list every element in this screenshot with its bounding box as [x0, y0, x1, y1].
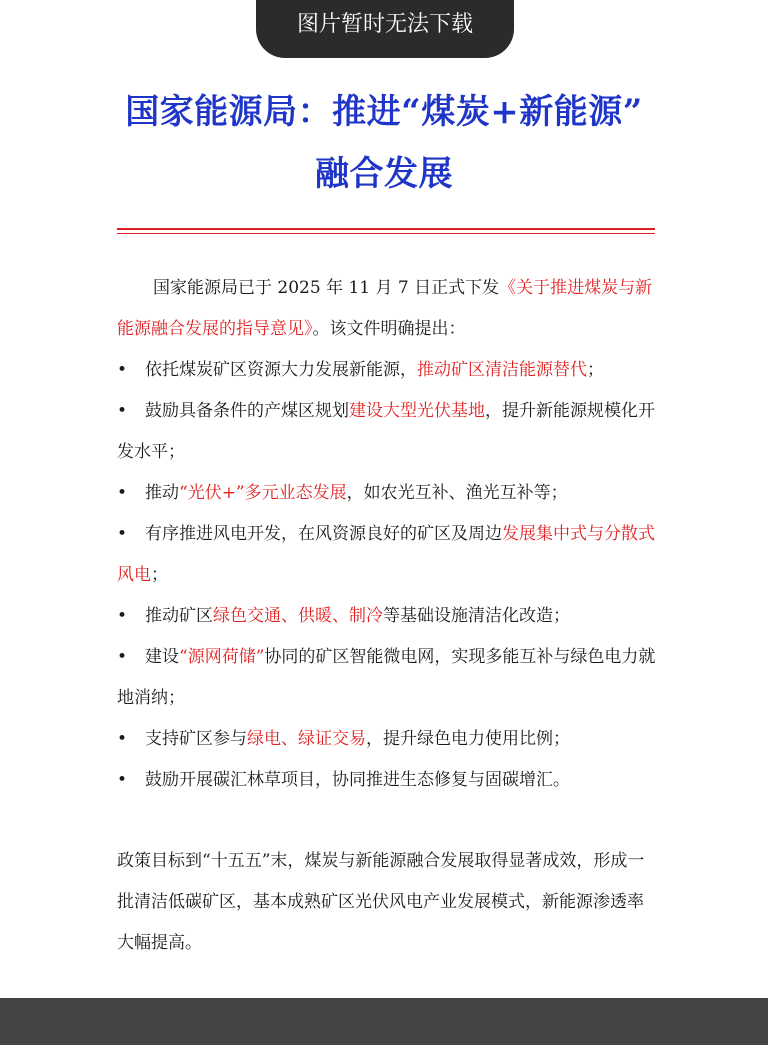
bullet-highlight: 发展集中式与分散式风电	[117, 524, 655, 585]
bullet-item	[117, 514, 657, 596]
bullet-text: 鼓励开展碳汇林草项目，协同推进生态修复与固碳增汇。	[145, 770, 570, 790]
bullet-text: 依托煤炭矿区资源大力发展新能源，	[145, 360, 417, 380]
title-divider-thick	[117, 228, 655, 230]
article-title-line-1: 国家能源局：推进“煤炭+新能源”	[125, 92, 643, 132]
bullet-highlight: “源网荷储”	[179, 647, 265, 667]
closing-paragraph: 政策目标到“十五五”末，煤炭与新能源融合发展取得显著成效，形成一批清洁低碳矿区，基本成熟矿区光伏风电产业发展模式，新能源渗透率大幅提高。	[117, 851, 645, 953]
title-divider-thin	[117, 233, 655, 234]
bullet-item	[117, 391, 657, 473]
bullet-highlight: 绿色交通、供暖、制冷	[213, 606, 383, 626]
bullet-highlight: 建设大型光伏基地	[349, 401, 485, 421]
bullet-text: 鼓励具备条件的产煤区规划	[145, 401, 349, 421]
bullet-text: ，提升新能源规模化开发水平；	[117, 401, 655, 462]
bullet-highlight: 推动矿区清洁能源替代	[417, 360, 587, 380]
article-body	[117, 268, 657, 964]
bullet-item	[117, 719, 657, 760]
bullet-text: ；	[151, 565, 168, 585]
intro-text-a: 国家能源局已于 2025 年 11 月 7 日正式下发	[153, 278, 500, 298]
bullet-text: 推动矿区	[145, 606, 213, 626]
bullet-item	[117, 760, 657, 801]
document-title-highlight: 《关于推进煤炭与新能源融合发展的指导意见》	[117, 278, 653, 339]
article-title-line-2: 融合发展	[315, 154, 453, 194]
bullet-highlight: 绿电、绿证交易	[247, 729, 366, 749]
bullet-highlight: “光伏+”多元业态发展	[179, 483, 347, 503]
bullet-item	[117, 596, 657, 637]
bullet-item	[117, 350, 657, 391]
bullet-text: 推动	[145, 483, 179, 503]
bullet-text: ，提升绿色电力使用比例；	[366, 729, 570, 749]
bullet-text: 协同的矿区智能微电网，实现多能互补与绿色电力就地消纳；	[117, 647, 656, 708]
bullet-text: ；	[587, 360, 604, 380]
intro-paragraph	[117, 268, 657, 350]
intro-text-b: 。该文件明确提出：	[312, 319, 466, 339]
download-failed-toast	[256, 0, 514, 58]
bullet-text: 有序推进风电开发，在风资源良好的矿区及周边	[145, 524, 502, 544]
toast-text: 图片暂时无法下载	[296, 12, 473, 37]
bullet-text: 支持矿区参与	[145, 729, 247, 749]
bullet-text: 等基础设施清洁化改造；	[383, 606, 570, 626]
bullet-item	[117, 637, 657, 719]
bullet-text: 建设	[145, 647, 179, 667]
bullet-text: ，如农光互补、渔光互补等；	[346, 483, 568, 503]
bottom-toolbar	[0, 998, 768, 1045]
bullet-item	[117, 473, 657, 514]
